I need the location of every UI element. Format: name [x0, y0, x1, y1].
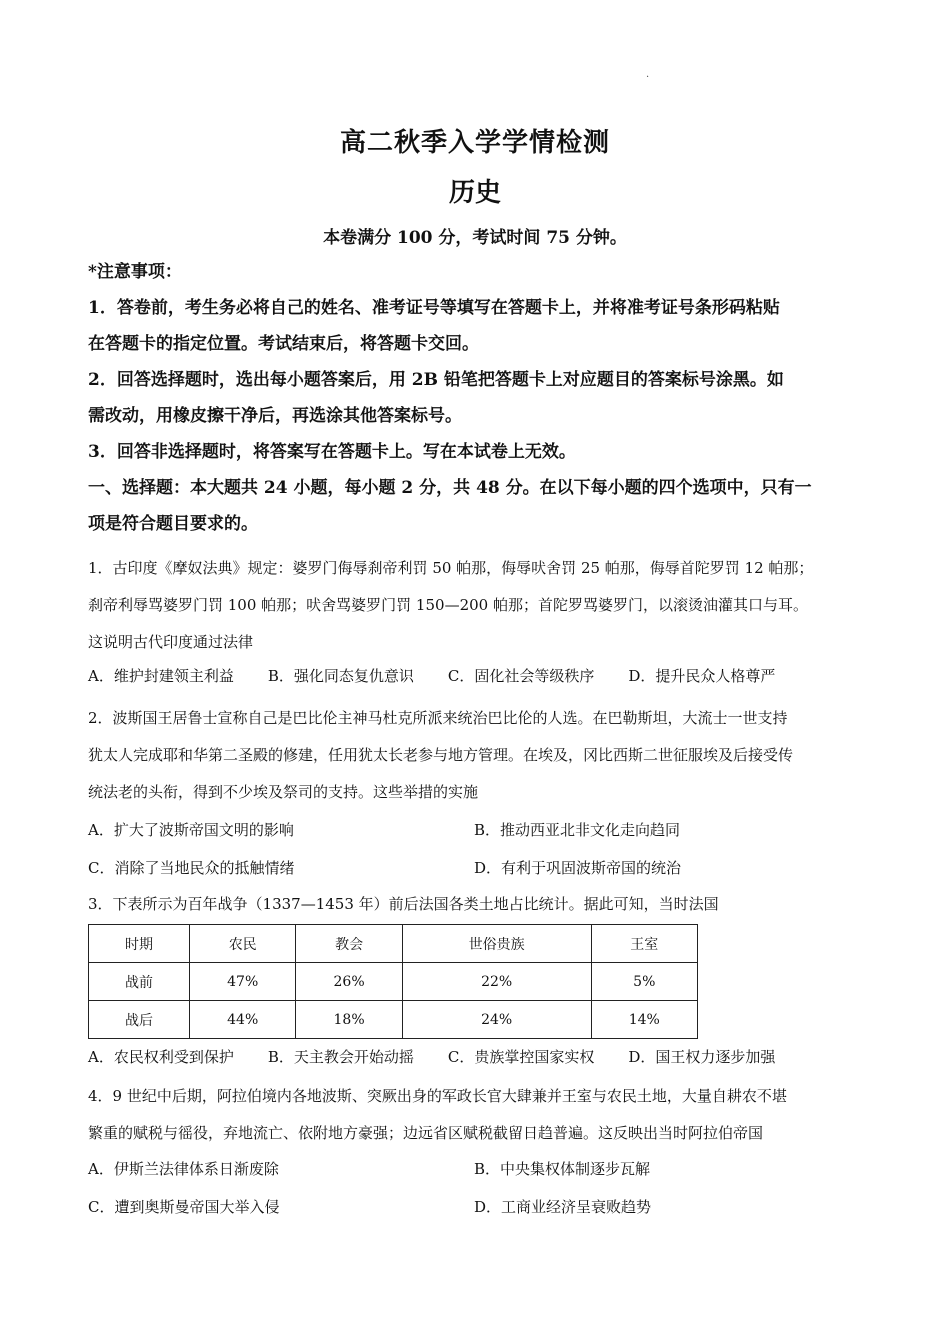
question-stem: 2．波斯国王居鲁士宣称自己是巴比伦主神马杜克所派来统治巴比伦的人选。在巴勒斯坦，大流士一世支持	[88, 709, 788, 727]
notice-line: 2．回答选择题时，选出每小题答案后，用 2B 铅笔把答题卡上对应题目的答案标号涂黑。如	[88, 370, 784, 390]
table-cell: 24%	[402, 1001, 591, 1039]
exam-title: 高二秋季入学学情检测	[339, 128, 610, 158]
option-d: D．有利于巩固波斯帝国的统治	[474, 859, 682, 877]
option-b: B．强化同态复仇意识	[267, 667, 414, 685]
notice-line: 1．答卷前，考生务必将自己的姓名、准考证号等填写在答题卡上，并将准考证号条形码粘贴	[88, 298, 780, 318]
question-stem: 这说明古代印度通过法律	[88, 633, 254, 651]
table-cell: 18%	[296, 1001, 402, 1039]
option-a: A．伊斯兰法律体系日渐废除	[88, 1160, 279, 1178]
option-c: C．固化社会等级秩序	[447, 667, 595, 685]
question-stem: 繁重的赋税与徭役，弃地流亡、依附地方豪强；边远省区赋税截留日趋普遍。这反映出当时阿拉伯帝国	[88, 1124, 764, 1142]
option-row	[88, 1192, 864, 1222]
question-stem: 犹太人完成耶和华第二圣殿的修建，任用犹太长老参与地方管理。在埃及，冈比西斯二世征服埃及后接受传	[88, 746, 794, 764]
option-b: B．天主教会开始动摇	[267, 1048, 414, 1066]
notice-heading: *注意事项：	[88, 262, 182, 282]
table-row	[89, 1001, 698, 1039]
option-row	[88, 815, 864, 845]
page-dot: ·	[646, 72, 650, 83]
table-cell: 14%	[591, 1001, 697, 1039]
table-cell: 44%	[190, 1001, 296, 1039]
table-cell: 5%	[591, 963, 697, 1001]
section-heading-cont: 项是符合题目要求的。	[88, 514, 258, 534]
question-2	[88, 700, 864, 883]
option-row	[88, 853, 864, 883]
option-b: B．推动西亚北非文化走向趋同	[474, 821, 681, 839]
subject-title: 历史	[448, 178, 501, 208]
option-c: C．贵族掌控国家实权	[447, 1048, 595, 1066]
table-header-row	[89, 925, 698, 963]
table-cell: 战后	[89, 1001, 190, 1039]
table-header-cell: 教会	[296, 925, 402, 963]
table-cell: 22%	[402, 963, 591, 1001]
question-stem: 刹帝利辱骂婆罗门罚 100 帕那；吠舍骂婆罗门罚 150—200 帕那；首陀罗骂婆罗门，以滚烫油灌其口与耳。	[88, 596, 808, 614]
notice-line: 需改动，用橡皮擦干净后，再选涂其他答案标号。	[88, 406, 462, 426]
option-a: A．扩大了波斯帝国文明的影响	[88, 821, 294, 839]
notice-line: 在答题卡的指定位置。考试结束后，将答题卡交回。	[88, 334, 479, 354]
option-row	[88, 661, 864, 691]
question-stem: 统法老的头衔，得到不少埃及祭司的支持。这些举措的实施	[88, 783, 479, 801]
option-d: D．国王权力逐步加强	[628, 1048, 776, 1066]
table-header-cell: 时期	[89, 925, 190, 963]
option-row	[88, 1154, 864, 1184]
section-heading: 一、选择题：本大题共 24 小题，每小题 2 分，共 48 分。在以下每小题的四个选项中，只有一	[88, 478, 812, 498]
question-3-stem: 3．下表所示为百年战争（1337—1453 年）前后法国各类土地占比统计。据此可知，当时法国	[88, 895, 719, 913]
table-cell: 战前	[89, 963, 190, 1001]
table-row	[89, 963, 698, 1001]
table-header-cell: 农民	[190, 925, 296, 963]
option-d: D．提升民众人格尊严	[628, 667, 776, 685]
exam-info: 本卷满分 100 分，考试时间 75 分钟。	[323, 228, 627, 248]
option-c: C．遭到奥斯曼帝国大举入侵	[88, 1198, 280, 1216]
notice-line: 3．回答非选择题时，将答案写在答题卡上。写在本试卷上无效。	[88, 442, 576, 462]
option-b: B．中央集权体制逐步瓦解	[474, 1160, 651, 1178]
option-a: A．农民权利受到保护	[88, 1048, 234, 1066]
notice-section	[88, 254, 864, 542]
table-cell: 26%	[296, 963, 402, 1001]
option-d: D．工商业经济呈衰败趋势	[474, 1198, 652, 1216]
question-3-options	[88, 1042, 864, 1072]
question-stem: 4．9 世纪中后期，阿拉伯境内各地波斯、突厥出身的军政长官大肆兼并王室与农民土地，大量自耕农不堪	[88, 1087, 787, 1105]
question-stem: 1．古印度《摩奴法典》规定：婆罗门侮辱刹帝利罚 50 帕那，侮辱吠舍罚 25 帕那，侮辱首陀罗罚 12 帕那；	[88, 559, 814, 577]
question-1	[88, 550, 864, 691]
table-header-cell: 王室	[591, 925, 697, 963]
option-a: A．维护封建领主利益	[88, 667, 234, 685]
option-c: C．消除了当地民众的抵触情绪	[88, 859, 295, 877]
table-cell: 47%	[190, 963, 296, 1001]
land-share-table	[88, 924, 698, 1039]
question-4	[88, 1078, 864, 1222]
table-header-cell: 世俗贵族	[402, 925, 591, 963]
